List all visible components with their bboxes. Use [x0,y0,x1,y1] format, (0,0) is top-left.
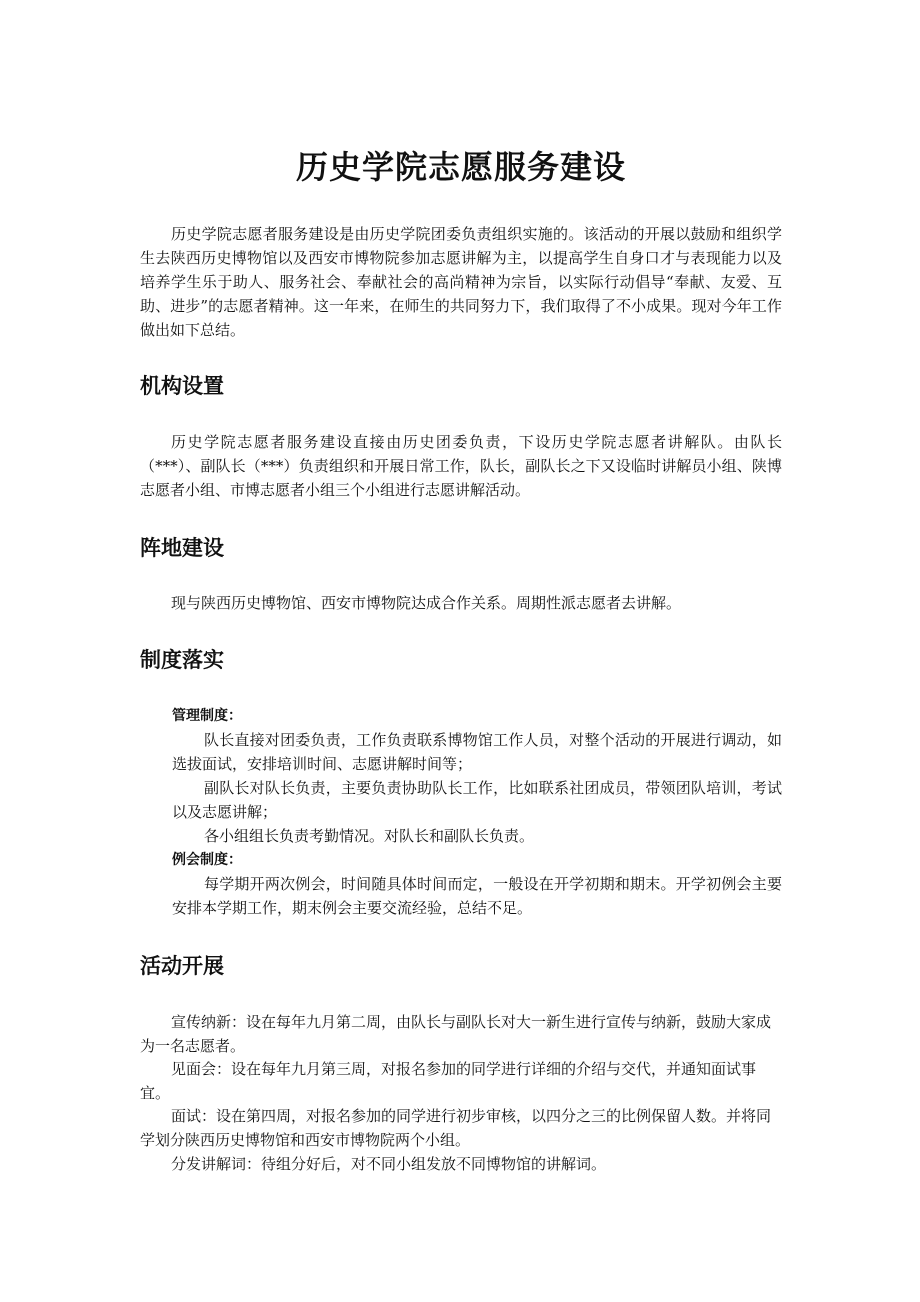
meeting-label: 例会制度： [172,852,242,868]
org-paragraph: 历史学院志愿者服务建设直接由历史团委负责，下设历史学院志愿者讲解队。由队长（***）、副队长（***）负责组织和开展日常工作，队长，副队长之下又设临时讲解员小组、陕博志愿者小组、市博志愿者小组三个小组进行志愿讲解活动。 [140,433,782,499]
activity-item: 见面会：设在每年九月第三周，对报名参加的同学进行详细的介绍与交代，并通知面试事宜。 [140,1060,757,1102]
activity-item: 分发讲解词：待组分好后，对不同小组发放不同博物馆的讲解词。 [171,1155,607,1173]
management-item: 各小组组长负责考勤情况。对队长和副队长负责。 [204,827,535,845]
management-item: 队长直接对团委负责，工作负责联系博物馆工作人员，对整个活动的开展进行调动，如选拔面试，安排培训时间、志愿讲解时间等； [172,731,782,773]
meeting-paragraph: 每学期开两次例会，时间随具体时间而定，一般设在开学初期和期末。开学初例会主要安排本学期工作，期末例会主要交流经验，总结不足。 [172,875,782,917]
management-item: 副队长对队长负责，主要负责协助队长工作，比如联系社团成员，带领团队培训，考试以及志愿讲解； [172,779,782,821]
base-paragraph: 现与陕西历史博物馆、西安市博物院达成合作关系。周期性派志愿者去讲解。 [171,594,682,612]
management-label: 管理制度： [172,708,242,724]
document-title: 历史学院志愿服务建设 [295,148,626,186]
intro-paragraph: 历史学院志愿者服务建设是由历史学院团委负责组织实施的。该活动的开展以鼓励和组织学生去陕西历史博物馆以及西安市博物院参加志愿讲解为主，以提高学生自身口才与表现能力以及培养学生乐于助人、服务社会、奉献社会的高尚精神为宗旨，以实际行动倡导“奉献、友爱、互助、进步”的志愿者精神。这一年来，在师生的共同努力下，我们取得了不小成果。现对今年工作做出如下总结。 [140,225,782,339]
section-heading-base: 阵地建设 [140,536,224,560]
document-page [140,0,782,1302]
section-heading-system: 制度落实 [140,648,224,672]
activity-item: 面试：设在第四周，对报名参加的同学进行初步审核，以四分之三的比例保留人数。并将同学划分陕西历史博物馆和西安市博物院两个小组。 [140,1107,772,1149]
section-heading-activities: 活动开展 [140,954,224,978]
section-heading-org: 机构设置 [140,374,224,398]
activity-item: 宣传纳新：设在每年九月第二周，由队长与副队长对大一新生进行宣传与纳新，鼓励大家成为一名志愿者。 [140,1013,772,1055]
